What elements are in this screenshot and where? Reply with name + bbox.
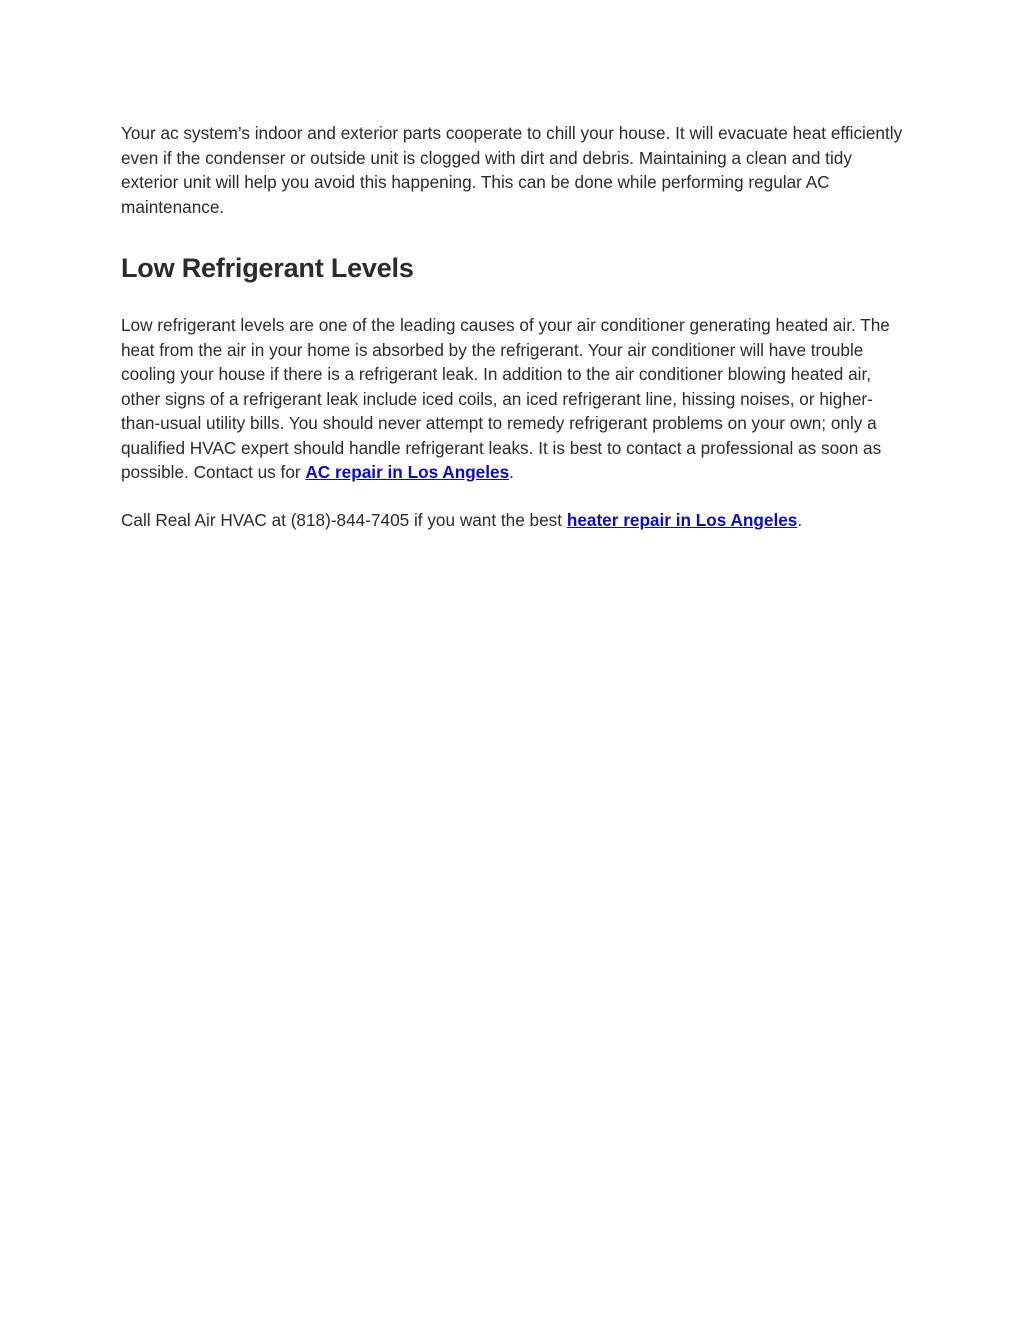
intro-paragraph: Your ac system’s indoor and exterior parts cooperate to chill your house. It will evacuate heat efficiently even if the condenser or outside unit is clogged with dirt and debris. Maintaining a clean and tidy exterior unit will help you avoid this happening. This can be done while performing regular AC maintenance. bbox=[121, 123, 903, 217]
call-to-action-paragraph bbox=[121, 508, 911, 533]
document-page bbox=[121, 121, 911, 532]
heater-repair-link[interactable]: heater repair in Los Angeles bbox=[566, 509, 798, 530]
call-to-action-suffix: . bbox=[797, 509, 803, 530]
refrigerant-paragraph-suffix: . bbox=[509, 462, 514, 482]
call-to-action-text: Call Real Air HVAC at (818)-844-7405 if you want the best bbox=[121, 509, 567, 530]
refrigerant-paragraph bbox=[121, 313, 911, 485]
section-heading: Low Refrigerant Levels bbox=[121, 253, 414, 283]
refrigerant-paragraph-text: Low refrigerant levels are one of the leading causes of your air conditioner generating heated air. The heat from the air in your home is absorbed by the refrigerant. Your air conditioner will have trouble cooling your house if there is a refrigerant leak. In addition to the air conditioner blowing heated air, other signs of a refrigerant leak include iced coils, an iced refrigerant line, hissing noises, or higher-than-usual utility bills. You should never attempt to remedy refrigerant problems on your own; only a qualified HVAC expert should handle refrigerant leaks. It is best to contact a professional as soon as possible. Contact us for bbox=[121, 315, 890, 482]
ac-repair-link[interactable]: AC repair in Los Angeles bbox=[305, 462, 510, 482]
